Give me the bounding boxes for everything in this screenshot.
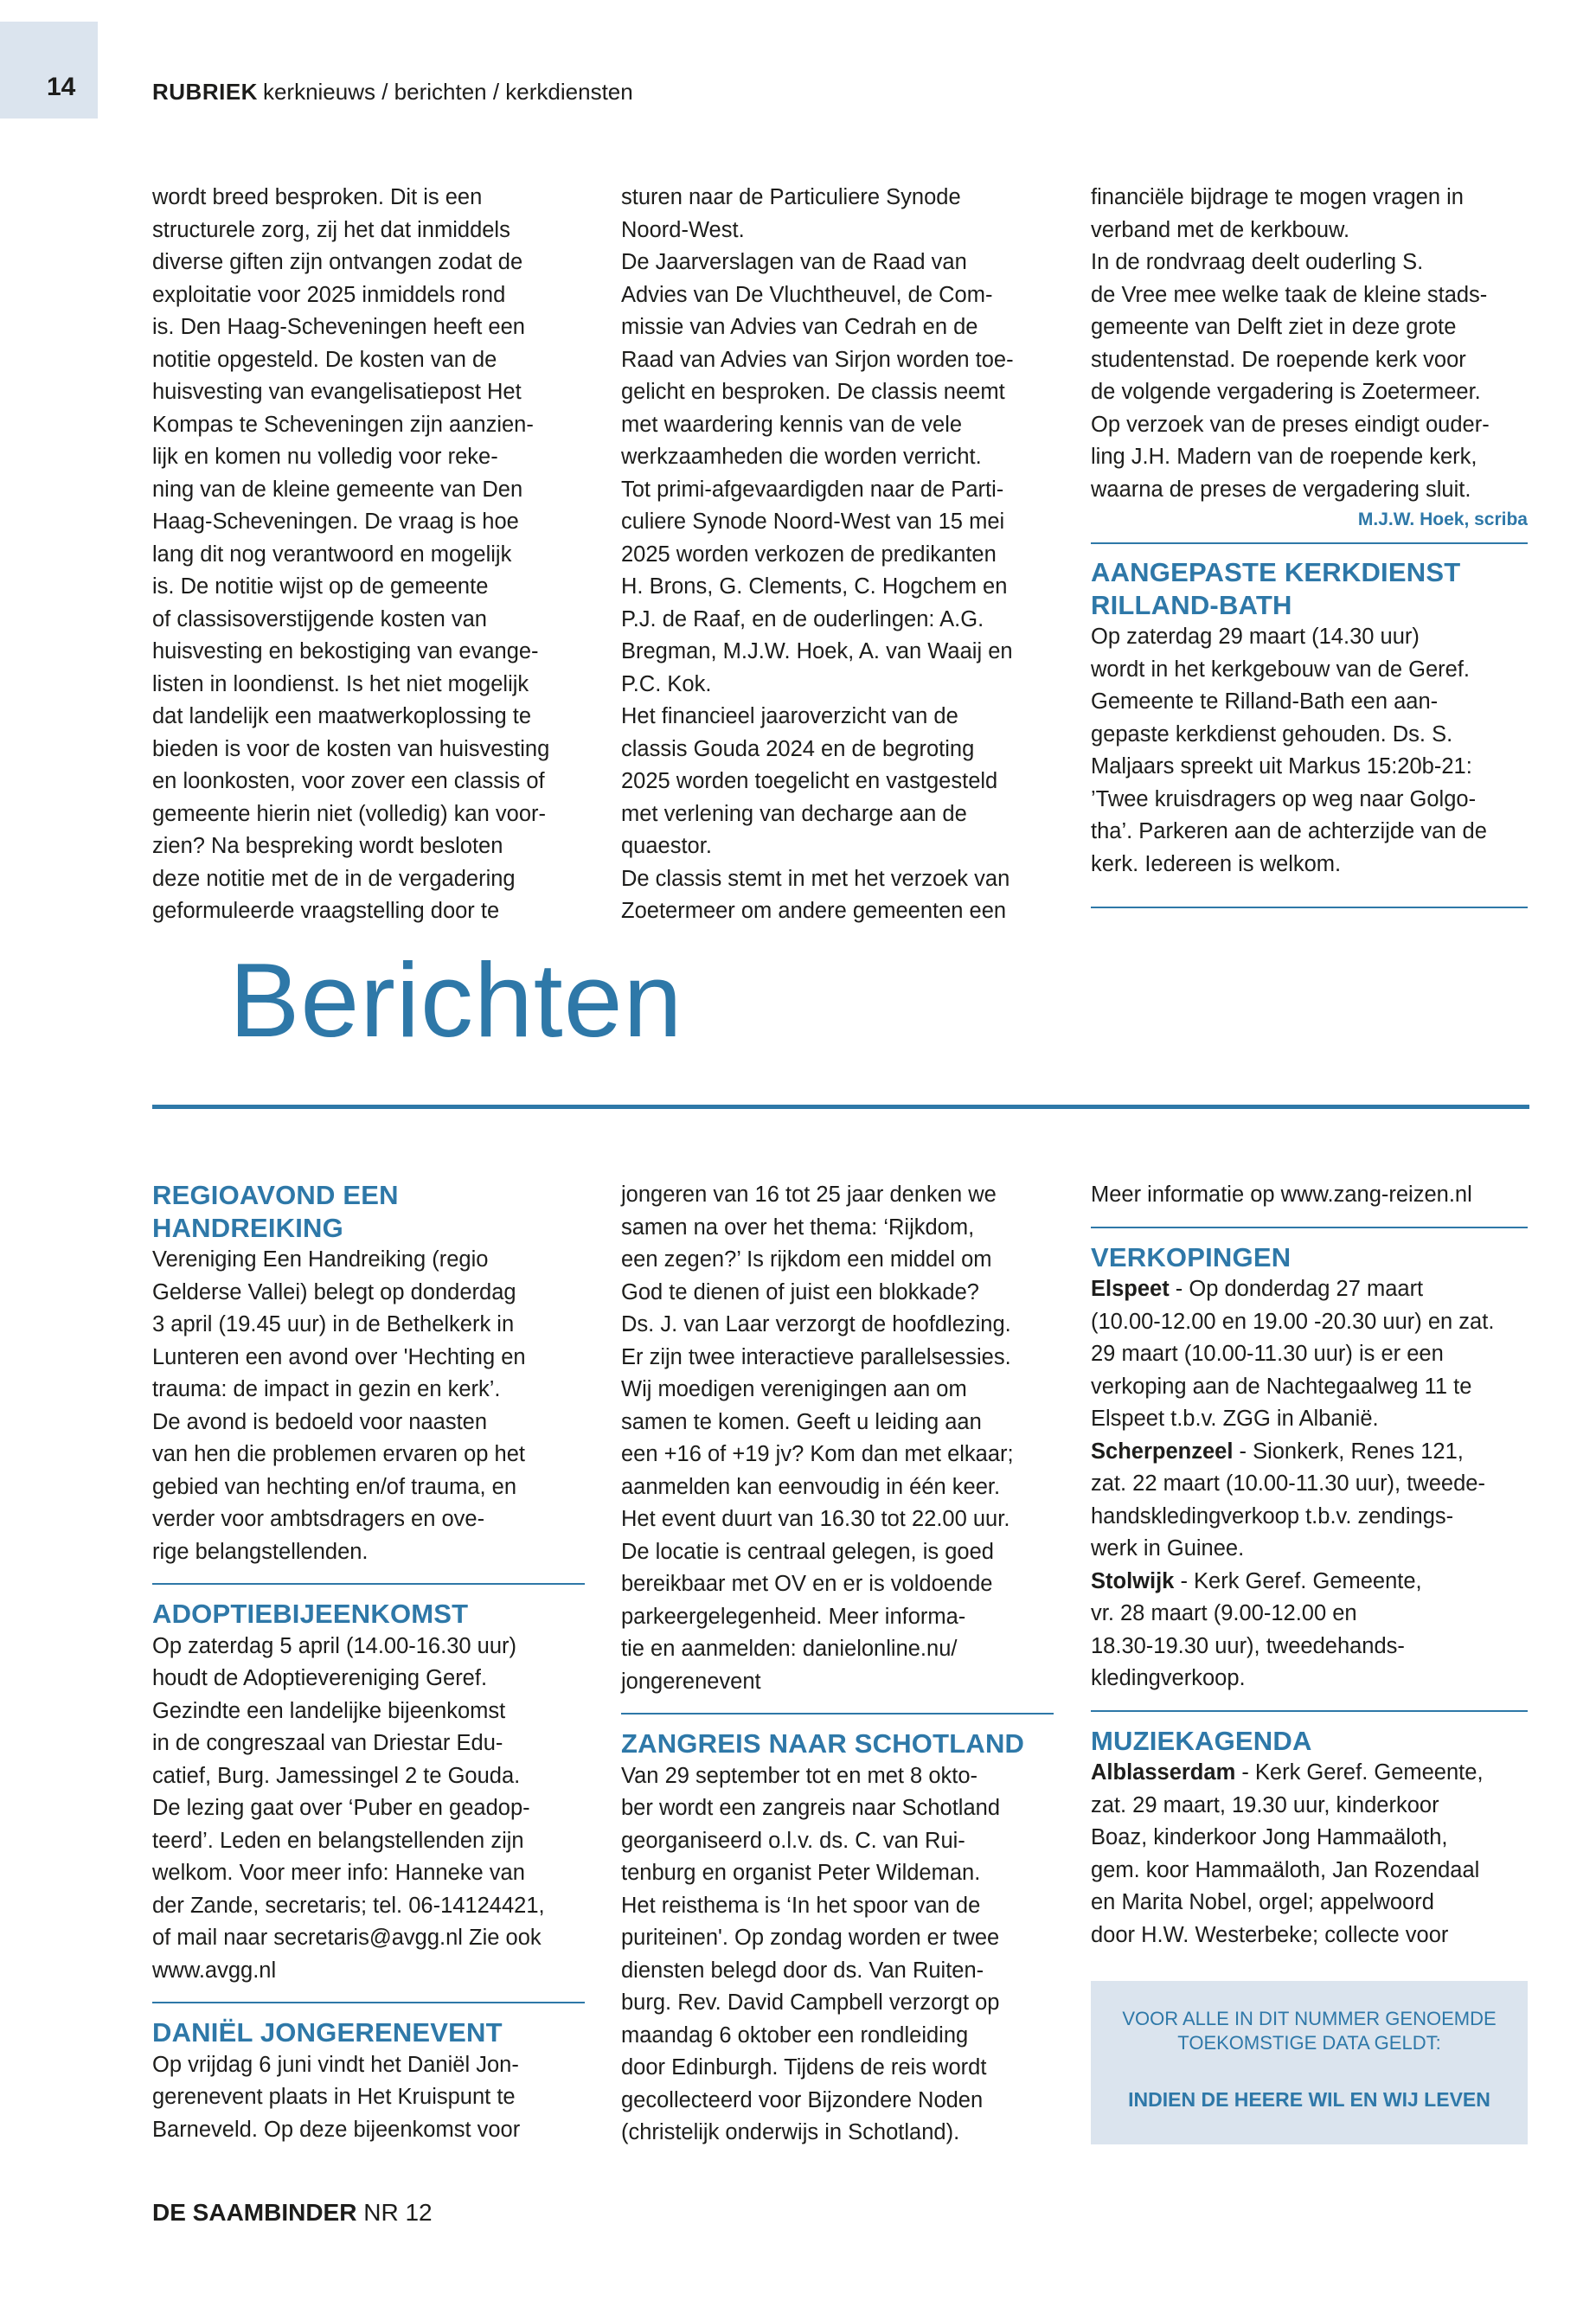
text-line: een zegen?’ Is rijkdom een middel om (621, 1247, 992, 1272)
divider (1091, 542, 1528, 544)
text-line: Lunteren een avond over 'Hechting en (152, 1344, 526, 1369)
text-line: Op vrijdag 6 juni vindt het Daniël Jon- (152, 2052, 519, 2077)
text-line: Het reisthema is ‘In het spoor van de (621, 1893, 981, 1918)
text-line: is. De notitie wijst op de gemeente (152, 574, 489, 599)
text-line: een +16 of +19 jv? Kom dan met elkaar; (621, 1442, 1014, 1466)
text-line: P.J. de Raaf, en de ouderlingen: A.G. (621, 606, 984, 631)
verkoping-stolwijk: Stolwijk - Kerk Geref. Gemeente, (1091, 1568, 1422, 1593)
text-line: classis Gouda 2024 en de begroting (621, 736, 975, 761)
divider (152, 1583, 585, 1585)
verkoping-scherpenzeel: Scherpenzeel - Sionkerk, Renes 121, (1091, 1439, 1464, 1464)
text-line: diensten belegd door ds. Van Ruiten- (621, 1958, 984, 1983)
text-line: puriteinen'. Op zondag worden er twee (621, 1926, 1000, 1950)
text-line: wordt breed besproken. Dit is een (152, 185, 483, 209)
berichten-column-1 (152, 1179, 585, 2146)
text-line: Ds. J. van Laar verzorgt de hoofdlezing. (621, 1312, 1011, 1336)
footer (152, 2199, 433, 2227)
text-line: De Jaarverslagen van de Raad van (621, 250, 967, 274)
text-line: De lezing gaat over ‘Puber en geadop- (152, 1796, 530, 1820)
text-line: Op zaterdag 29 maart (14.30 uur) (1091, 625, 1420, 649)
berichten-column-3 (1091, 1179, 1528, 1952)
heading-line: ADOPTIEBIJEENKOMST (152, 1599, 469, 1629)
text-line: of mail naar secretaris@avgg.nl Zie ook (152, 1926, 542, 1950)
text-line: Tot primi-afgevaardigden naar de Parti- (621, 477, 1004, 502)
text-line: Noord-West. (621, 217, 745, 242)
daniel-text (152, 2049, 585, 2147)
notice-bold: INDIEN DE HEERE WIL EN WIJ LEVEN (1128, 2088, 1490, 2111)
text-line: Barneveld. Op deze bijeenkomst voor (152, 2117, 521, 2142)
text-line: catief, Burg. Jamessingel 2 te Gouda. (152, 1763, 521, 1788)
divider (1091, 1710, 1528, 1712)
text-line: van hen die problemen ervaren op het (152, 1442, 525, 1466)
text-line: Wij moedigen verenigingen aan om (621, 1377, 967, 1401)
text-line: in de congreszaal van Driestar Edu- (152, 1731, 503, 1755)
text-line: ’Twee kruisdragers op weg naar Golgo- (1091, 786, 1477, 811)
notice-line-2: TOEKOMSTIGE DATA GELDT: (1177, 2032, 1441, 2054)
text-line: deze notitie met de in de vergadering (152, 866, 516, 891)
berichten-column-2 (621, 1179, 1054, 2150)
text-line: 2025 worden verkozen de predikanten (621, 542, 997, 567)
text-line: en Marita Nobel, orgel; appelwoord (1091, 1890, 1434, 1914)
text-line: culiere Synode Noord-West van 15 mei (621, 510, 1005, 534)
text-line: tie en aanmelden: danielonline.nu/ (621, 1637, 958, 1661)
text-line: welkom. Voor meer info: Hanneke van (152, 1861, 525, 1885)
divider (152, 2002, 585, 2003)
text-line: der Zande, secretaris; tel. 06-14124421, (152, 1893, 545, 1918)
text-line: gerenevent plaats in Het Kruispunt te (152, 2085, 516, 2109)
text-line: de volgende vergadering is Zoetermeer. (1091, 380, 1481, 404)
text-line: met waardering kennis van de vele (621, 412, 963, 437)
text-line: samen na over het thema: ‘Rijkdom, (621, 1215, 975, 1240)
text-line: Kompas te Scheveningen zijn aanzien- (152, 412, 534, 437)
text-line: De classis stemt in met het verzoek van (621, 866, 1010, 891)
text-line: De locatie is centraal gelegen, is goed (621, 1539, 994, 1564)
text-line: De avond is bedoeld voor naasten (152, 1409, 488, 1434)
text-line: huisvesting van evangelisatiepost Het (152, 380, 522, 404)
text-line: Boaz, kinderkoor Jong Hammaäloth, (1091, 1825, 1448, 1849)
text-line: wordt in het kerkgebouw van de Geref. (1091, 657, 1470, 682)
regioavond-heading (152, 1179, 585, 1244)
text-line: rige belangstellenden. (152, 1539, 369, 1564)
text-line: zat. 29 maart, 19.30 uur, kinderkoor (1091, 1792, 1439, 1817)
text-line: tha’. Parkeren aan de achterzijde van de (1091, 819, 1487, 843)
text-line: waarna de preses de vergadering sluit. (1091, 477, 1471, 502)
text-line: Van 29 september tot en met 8 okto- (621, 1763, 978, 1788)
text-line: Het financieel jaaroverzicht van de (621, 704, 958, 728)
text-line: trauma: de impact in gezin en kerk’. (152, 1377, 501, 1401)
article-column-2 (621, 182, 1054, 928)
text-line: 2025 worden toegelicht en vastgesteld (621, 769, 998, 793)
verkoping-elspeet: Elspeet - Op donderdag 27 maart (1091, 1277, 1424, 1301)
text-line: listen in loondienst. Is het niet mogelijk (152, 671, 529, 696)
daniel-text-continued (621, 1179, 1054, 1698)
rubriek-path: kerknieuws / berichten / kerkdiensten (262, 79, 633, 105)
text-line: of classisoverstijgende kosten van (152, 606, 487, 631)
muziekagenda-heading (1091, 1725, 1528, 1758)
text-line: www.avgg.nl (152, 1958, 277, 1983)
text-line: is. Den Haag-Scheveningen heeft een (152, 315, 525, 339)
text-line: Het event duurt van 16.30 tot 22.00 uur. (621, 1507, 1010, 1531)
text-line: Vereniging Een Handreiking (regio (152, 1247, 489, 1272)
text-line: dat landelijk een maatwerkoplossing te (152, 704, 532, 728)
page-number: 14 (47, 73, 76, 101)
zangreis-heading (621, 1727, 1054, 1760)
text-line: maandag 6 oktober een rondleiding (621, 2022, 969, 2048)
article-column-3 (1091, 182, 1528, 908)
heading-line: REGIOAVOND EEN (152, 1180, 399, 1210)
text-line: werk in Guinee. (1091, 1536, 1245, 1561)
text-line: ber wordt een zangreis naar Schotland (621, 1796, 1001, 1820)
text-line: H. Brons, G. Clements, C. Hogchem en (621, 574, 1008, 599)
text-line: 18.30-19.30 uur), tweedehands- (1091, 1633, 1405, 1658)
text-line: teerd’. Leden en belangstellenden zijn (152, 1828, 524, 1853)
text-line: tenburg en organist Peter Wildeman. (621, 1861, 981, 1885)
text-line: (10.00-12.00 en 19.00 -20.30 uur) en zat. (1091, 1309, 1495, 1334)
kerkdienst-heading (1091, 556, 1528, 621)
text-line: vr. 28 maart (9.00-12.00 en (1091, 1601, 1357, 1625)
text-line: door H.W. Westerbeke; collecte voor (1091, 1922, 1449, 1947)
text-line: P.C. Kok. (621, 671, 712, 696)
verkoping-elspeet-text (1091, 1306, 1528, 1436)
text-line: sturen naar de Particuliere Synode (621, 185, 961, 209)
notice-line-1: VOOR ALLE IN DIT NUMMER GENOEMDE (1122, 2008, 1497, 2029)
text-line: missie van Advies van Cedrah en de (621, 315, 978, 339)
zangreis-more-info: Meer informatie op www.zang-reizen.nl (1091, 1183, 1472, 1207)
text-line: verband met de kerkbouw. (1091, 217, 1350, 242)
text-line: burg. Rev. David Campbell verzorgt op (621, 1990, 1000, 2015)
text-line: Haag-Scheveningen. De vraag is hoe (152, 510, 519, 534)
issue-number: NR 12 (363, 2199, 433, 2226)
text-line: gebied van hechting en/of trauma, en (152, 1474, 517, 1499)
heading-line: ZANGREIS NAAR SCHOTLAND (621, 1728, 1025, 1759)
divider (1091, 907, 1528, 908)
heading-line: MUZIEKAGENDA (1091, 1725, 1312, 1756)
text-line: financiële bijdrage te mogen vragen in (1091, 185, 1464, 209)
verkoping-stolwijk-text (1091, 1598, 1528, 1695)
text-line: diverse giften zijn ontvangen zodat de (152, 250, 523, 274)
text-line: Advies van De Vluchtheuvel, de Com- (621, 282, 993, 307)
regioavond-text (152, 1244, 585, 1568)
text-line: gemeente van Delft ziet in deze grote (1091, 315, 1457, 339)
text-line: Zoetermeer om andere gemeenten een (621, 899, 1007, 923)
page-number-box (0, 22, 98, 119)
text-line: verder voor ambtsdragers en ove- (152, 1507, 485, 1531)
text-line: notitie opgesteld. De kosten van de (152, 347, 497, 372)
text-line: bieden is voor de kosten van huisvesting (152, 736, 550, 761)
divider (1091, 1227, 1528, 1228)
text-line: bereikbaar met OV en er is voldoende (621, 1572, 993, 1596)
text-line: door Edinburgh. Tijdens de reis wordt (621, 2055, 987, 2080)
text-line: Bregman, M.J.W. Hoek, A. van Waaij en (621, 639, 1013, 663)
text-line: gemeente hierin niet (volledig) kan voor- (152, 801, 546, 826)
text-line: parkeergelegenheid. Meer informa- (621, 1604, 966, 1629)
text-line: kledingverkoop. (1091, 1666, 1246, 1690)
text-line: God te dienen of juist een blokkade? (621, 1279, 979, 1304)
text-line: jongerenevent (621, 1669, 761, 1694)
text-line: kerk. Iedereen is welkom. (1091, 851, 1342, 876)
notice-box (1091, 1981, 1528, 2144)
text-line: gem. koor Hammaäloth, Jan Rozendaal (1091, 1857, 1480, 1882)
text-line: Op zaterdag 5 april (14.00-16.30 uur) (152, 1633, 516, 1658)
text-line: handskledingverkoop t.b.v. zendings- (1091, 1503, 1454, 1529)
section-header (152, 79, 633, 106)
text-line: ning van de kleine gemeente van Den (152, 477, 523, 502)
text-line: quaestor. (621, 834, 712, 858)
text-line: 29 maart (10.00-11.30 uur) is er een (1091, 1342, 1444, 1366)
rubriek-label: RUBRIEK (152, 79, 258, 105)
text-line: zat. 22 maart (10.00-11.30 uur), tweede- (1091, 1471, 1485, 1496)
verkoping-scherpenzeel-text (1091, 1468, 1528, 1566)
text-line: zien? Na bespreking wordt besloten (152, 834, 503, 858)
text-line: Raad van Advies van Sirjon worden toe- (621, 347, 1014, 372)
text-line: structurele zorg, zij het dat inmiddels (152, 217, 510, 242)
text-line: met verlening van decharge aan de (621, 801, 967, 826)
text-line: Maljaars spreekt uit Markus 15:20b-21: (1091, 754, 1472, 779)
muziek-alblasserdam: Alblasserdam - Kerk Geref. Gemeente, (1091, 1760, 1484, 1785)
text-line: houdt de Adoptievereniging Geref. (152, 1666, 488, 1690)
divider (621, 1713, 1054, 1715)
text-line: Op verzoek van de preses eindigt ouder- (1091, 412, 1490, 437)
zangreis-text (621, 1760, 1054, 2150)
text-line: georganiseerd o.l.v. ds. C. van Rui- (621, 1828, 965, 1853)
text-line: Gemeente te Rilland-Bath een aan- (1091, 689, 1439, 714)
text-line: geformuleerde vraagstelling door te (152, 899, 500, 923)
verkopingen-heading (1091, 1241, 1528, 1274)
text-line: Er zijn twee interactieve parallelsessies. (621, 1344, 1011, 1369)
section-title-rule (152, 1105, 1529, 1109)
signature: M.J.W. Hoek, scriba (1357, 510, 1528, 529)
daniel-heading (152, 2016, 585, 2049)
heading-line: RILLAND-BATH (1091, 589, 1292, 620)
section-title: Berichten (229, 941, 683, 1059)
heading-line: HANDREIKING (152, 1212, 343, 1243)
text-line: aanmelden kan eenvoudig in één keer. (621, 1474, 1001, 1499)
text-line: exploitatie voor 2025 inmiddels rond (152, 282, 506, 307)
text-line: (christelijk onderwijs in Schotland). (621, 2120, 960, 2144)
heading-line: DANIËL JONGERENEVENT (152, 2017, 503, 2048)
text-line: jongeren van 16 tot 25 jaar denken we (621, 1183, 997, 1207)
adoptie-text (152, 1631, 585, 1988)
text-line: huisvesting en bekostiging van evange- (152, 639, 539, 663)
text-line: In de rondvraag deelt ouderling S. (1091, 250, 1424, 274)
text-line: samen te komen. Geeft u leiding aan (621, 1409, 982, 1434)
text-line: studentenstad. De roepende kerk voor (1091, 347, 1466, 372)
text-line: Gezindte een landelijke bijeenkomst (152, 1698, 506, 1723)
article-column-3-text (1091, 182, 1528, 506)
text-line: de Vree mee welke taak de kleine stads- (1091, 282, 1488, 307)
text-line: gecollecteerd voor Bijzondere Noden (621, 2087, 984, 2112)
heading-line: AANGEPASTE KERKDIENST (1091, 557, 1461, 587)
text-line: en loonkosten, voor zover een classis of (152, 769, 545, 793)
magazine-title: DE SAAMBINDER (152, 2199, 357, 2226)
text-line: Elspeet t.b.v. ZGG in Albanië. (1091, 1407, 1379, 1431)
muziekagenda-text (1091, 1790, 1528, 1952)
text-line: gepaste kerkdienst gehouden. Ds. S. (1091, 721, 1453, 747)
text-line: ling J.H. Madern van de roepende kerk, (1091, 445, 1477, 469)
adoptie-heading (152, 1598, 585, 1631)
article-column-1 (152, 182, 585, 928)
kerkdienst-text (1091, 621, 1528, 881)
text-line: lang dit nog verantwoord en mogelijk (152, 542, 512, 567)
text-line: Gelderse Vallei) belegt op donderdag (152, 1279, 516, 1304)
text-line: werkzaamheden die worden verricht. (621, 445, 982, 469)
text-line: 3 april (19.45 uur) in de Bethelkerk in (152, 1312, 515, 1336)
text-line: gelicht en besproken. De classis neemt (621, 380, 1005, 404)
heading-line: VERKOPINGEN (1091, 1241, 1292, 1272)
text-line: verkoping aan de Nachtegaalweg 11 te (1091, 1374, 1472, 1399)
text-line: lijk en komen nu volledig voor reke- (152, 445, 498, 469)
